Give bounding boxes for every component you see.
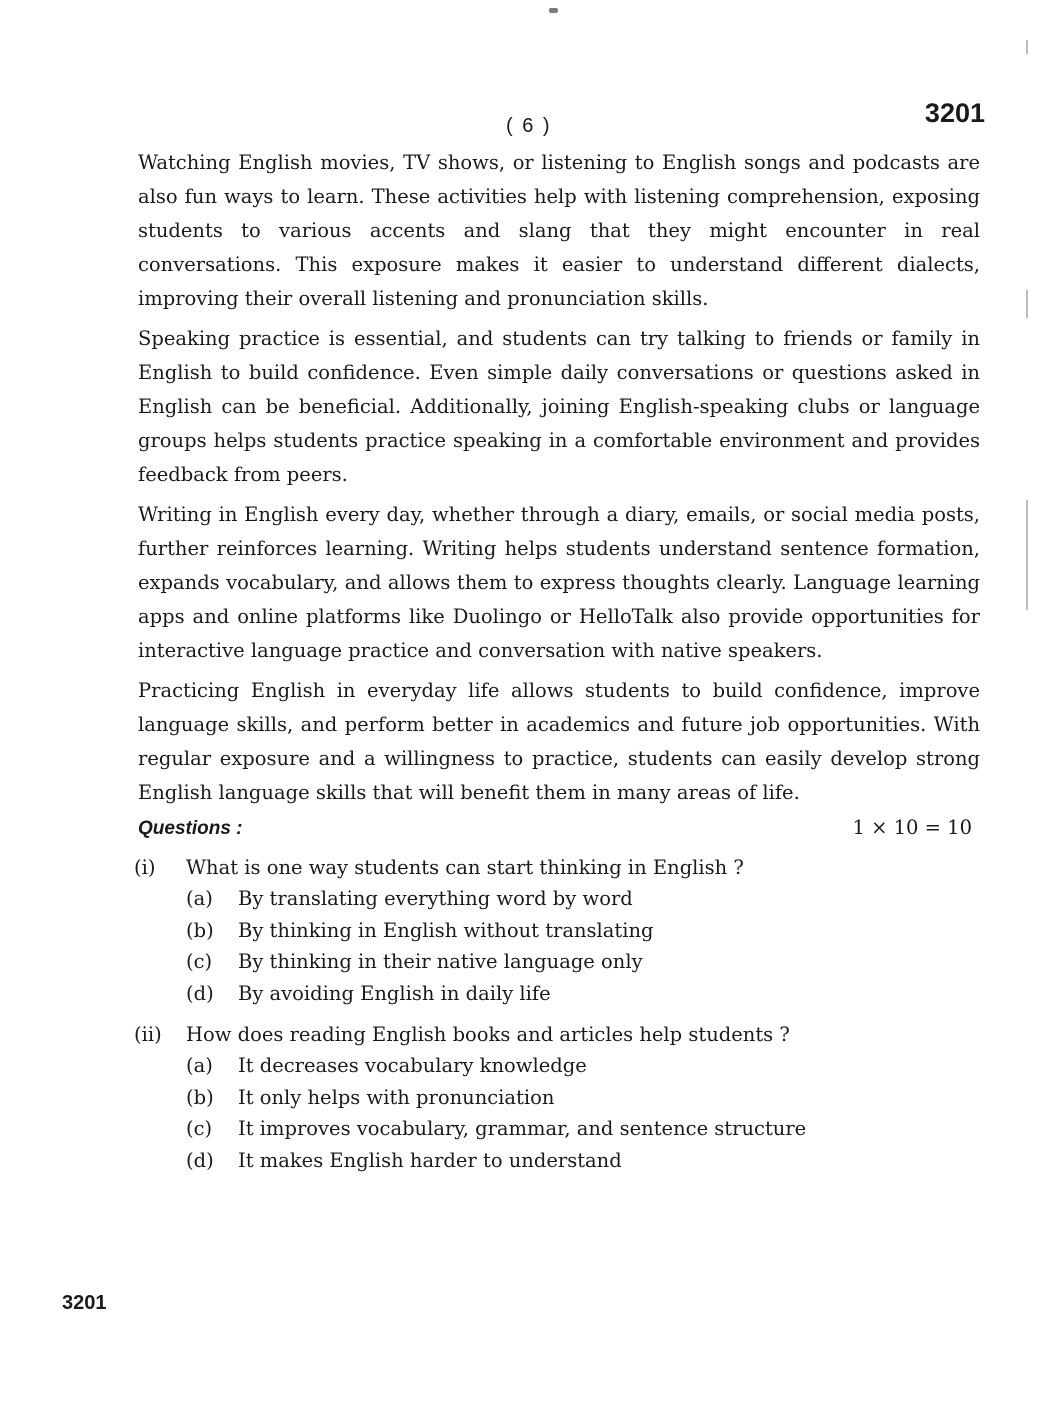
question-row [134,852,980,883]
option-text: By thinking in English without translating [238,918,654,942]
question-item [134,852,980,1009]
option-text: It improves vocabulary, grammar, and sentence structure [238,1117,807,1140]
option-text: It decreases vocabulary knowledge [238,1054,587,1077]
option-label: (a) [186,1054,213,1077]
page-number: ( 6 ) [506,115,552,137]
option-label: (d) [186,1148,214,1172]
question-spacer [138,1009,980,1017]
option-label: (a) [186,887,213,910]
paragraph: Practicing English in everyday life allows students to build confidence, improve language skills, and perform better in academics and future job opportunities. With regular exposure and a willingness to practice, students can easily develop strong English language skills that will benefit them in many areas of life. [138,679,980,804]
option-text: It only helps with pronunciation [238,1085,555,1109]
scan-speck [549,8,558,13]
option-text: By thinking in their native language only [238,950,643,973]
paragraph: Speaking practice is essential, and students can try talking to friends or family in English to build confidence. Even simple daily conversations or questions asked in English can be beneficial. Additionally, joining English-speaking clubs or language groups helps students practice speaking in a comfortable environment and provides feedback from peers. [138,327,980,486]
questions-header [138,816,980,850]
option [186,978,980,1010]
question-text: What is one way students can start thinking in English ? [186,856,744,879]
option [186,915,980,947]
option-label: (b) [186,1085,214,1109]
option-label: (c) [186,1117,213,1140]
option [186,883,980,915]
question-number: (ii) [134,1023,162,1046]
option [186,1082,980,1114]
edge-mark [1026,40,1028,54]
option-label: (b) [186,918,214,942]
question-item [134,1019,980,1176]
option-list [186,1050,980,1176]
marks-allocation: 1 × 10 = 10 [852,816,972,839]
option-label: (d) [186,981,214,1005]
questions-title: Questions : [138,818,243,839]
edge-mark [1026,290,1028,318]
question-row [134,1019,980,1050]
option-text: By avoiding English in daily life [238,981,551,1005]
option [186,1113,980,1145]
paper-code-top: 3201 [924,98,985,128]
question-number: (i) [134,856,156,879]
option-label: (c) [186,950,213,973]
paper-code-bottom: 3201 [62,1292,107,1314]
option [186,1145,980,1177]
edge-mark [1026,500,1028,610]
option [186,946,980,978]
option [186,1050,980,1082]
option-text: It makes English harder to understand [238,1148,622,1172]
paragraph: Watching English movies, TV shows, or listening to English songs and podcasts are also fun ways to learn. These activities help with listening comprehension, exposing students to various accents and slang that they might encounter in real conversations. This exposure makes it easier to understand different dialects, improving their overall listening and pronunciation skills. [138,151,980,310]
option-list [186,883,980,1009]
passage-content [134,146,980,1176]
option-text: By translating everything word by word [238,887,633,910]
paragraph: Writing in English every day, whether through a diary, emails, or social media posts, further reinforces learning. Writing helps students understand sentence formation, expands vocabulary, and allows them to express thoughts clearly. Language learning apps and online platforms like Duolingo or HelloTalk also provide opportunities for interactive language practice and conversation with native speakers. [138,503,980,662]
question-text: How does reading English books and articles help students ? [186,1023,790,1046]
